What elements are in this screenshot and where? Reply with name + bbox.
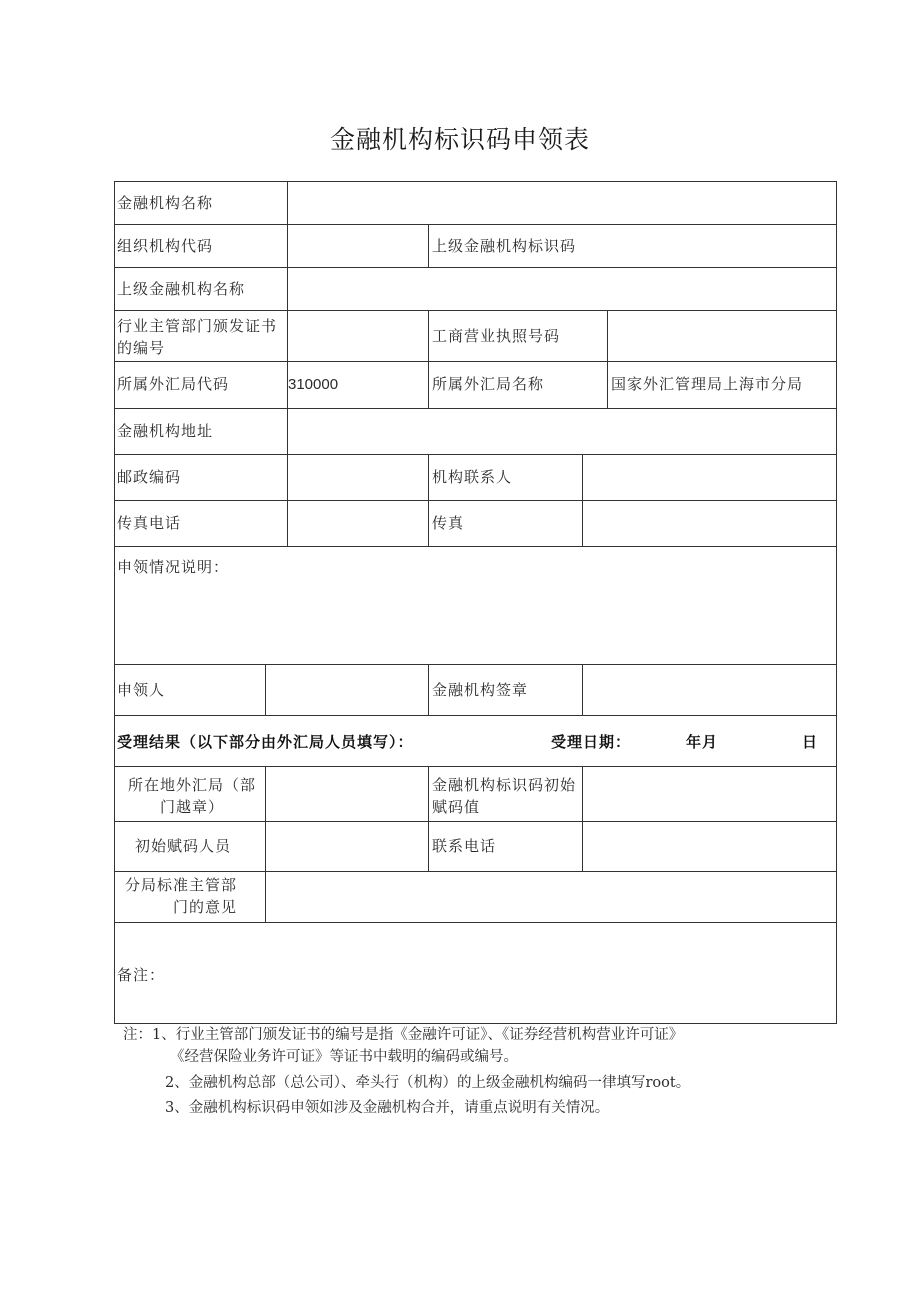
acceptance-date-label: 受理日期：: [551, 733, 632, 751]
acceptance-year-month: 年月: [686, 733, 719, 751]
note-3: 3、金融机构标识码申领如涉及金融机构合并，请重点说明有关情况。: [165, 1100, 610, 1116]
label-parent-name: 上级金融机构名称: [117, 280, 246, 298]
row-divider: [114, 500, 836, 501]
col-divider: [428, 454, 429, 546]
label-branch-opinion: 分局标准主管部门的意见: [124, 876, 237, 916]
col-divider: [607, 361, 608, 408]
row-divider: [114, 922, 836, 923]
label-initial-code-value: 金融机构标识码初始赋码值: [432, 776, 577, 816]
row-divider: [114, 664, 836, 665]
label-remarks: 备注：: [117, 966, 166, 984]
label-application-note: 申领情况说明：: [117, 558, 230, 576]
label-contact-phone: 联系电话: [432, 837, 497, 855]
col-divider: [265, 766, 266, 922]
row-divider: [114, 267, 836, 268]
row-divider: [114, 766, 836, 767]
row-divider: [114, 310, 836, 311]
row-divider: [114, 408, 836, 409]
label-fx-bureau-name: 所属外汇局名称: [432, 375, 545, 393]
col-divider: [607, 310, 608, 361]
label-license-number: 行业主管部门颁发证书的编号: [117, 317, 278, 357]
label-parent-code: 上级金融机构标识码: [432, 237, 577, 255]
label-institution-name: 金融机构名称: [117, 194, 214, 212]
col-divider: [287, 181, 288, 224]
acceptance-heading: 受理结果（以下部分由外汇局人员填写）：: [117, 733, 414, 751]
row-divider: [114, 454, 836, 455]
note-1a: 注：1、行业主管部门颁发证书的编号是指《金融许可证》、《证券经营机构营业许可证》: [123, 1027, 684, 1043]
note-1b: 《经营保险业务许可证》等证书中载明的编码或编号。: [170, 1049, 518, 1065]
col-divider: [428, 766, 429, 871]
row-divider: [114, 821, 836, 822]
col-divider: [428, 224, 429, 267]
row-divider: [114, 546, 836, 547]
label-fax-phone: 传真电话: [117, 514, 182, 532]
col-divider: [582, 454, 583, 546]
label-fax: 传真: [432, 514, 465, 532]
acceptance-day: 日: [802, 733, 819, 751]
col-divider: [287, 224, 288, 267]
col-divider: [428, 361, 429, 408]
label-applicant: 申领人: [117, 681, 166, 699]
row-divider: [114, 871, 836, 872]
col-divider: [287, 454, 288, 546]
label-code-assigner: 初始赋码人员: [135, 837, 232, 855]
label-institution-seal: 金融机构签章: [432, 681, 529, 699]
fx-bureau-code-value: 310000: [288, 376, 339, 393]
row-divider: [114, 361, 836, 362]
fx-bureau-name-value: 国家外汇管理局上海市分局: [611, 375, 804, 393]
label-local-bureau: 所在地外汇局（部门越章）: [127, 776, 256, 816]
label-fx-bureau-code: 所属外汇局代码: [117, 375, 230, 393]
row-divider: [114, 715, 836, 716]
col-divider: [582, 766, 583, 871]
col-divider: [265, 664, 266, 715]
note-2: 2、金融机构总部（总公司）、牵头行（机构）的上级金融机构编码一律填写root。: [165, 1075, 691, 1091]
page-title: 金融机构标识码申领表: [329, 125, 590, 154]
col-divider: [582, 664, 583, 715]
label-postal-code: 邮政编码: [117, 468, 182, 486]
label-contact-person: 机构联系人: [432, 468, 513, 486]
label-business-license: 工商营业执照号码: [432, 327, 561, 345]
col-divider: [287, 267, 288, 310]
label-org-code: 组织机构代码: [117, 237, 214, 255]
col-divider: [428, 664, 429, 715]
row-divider: [114, 224, 836, 225]
col-divider: [428, 310, 429, 361]
label-address: 金融机构地址: [117, 422, 214, 440]
col-divider: [287, 408, 288, 454]
